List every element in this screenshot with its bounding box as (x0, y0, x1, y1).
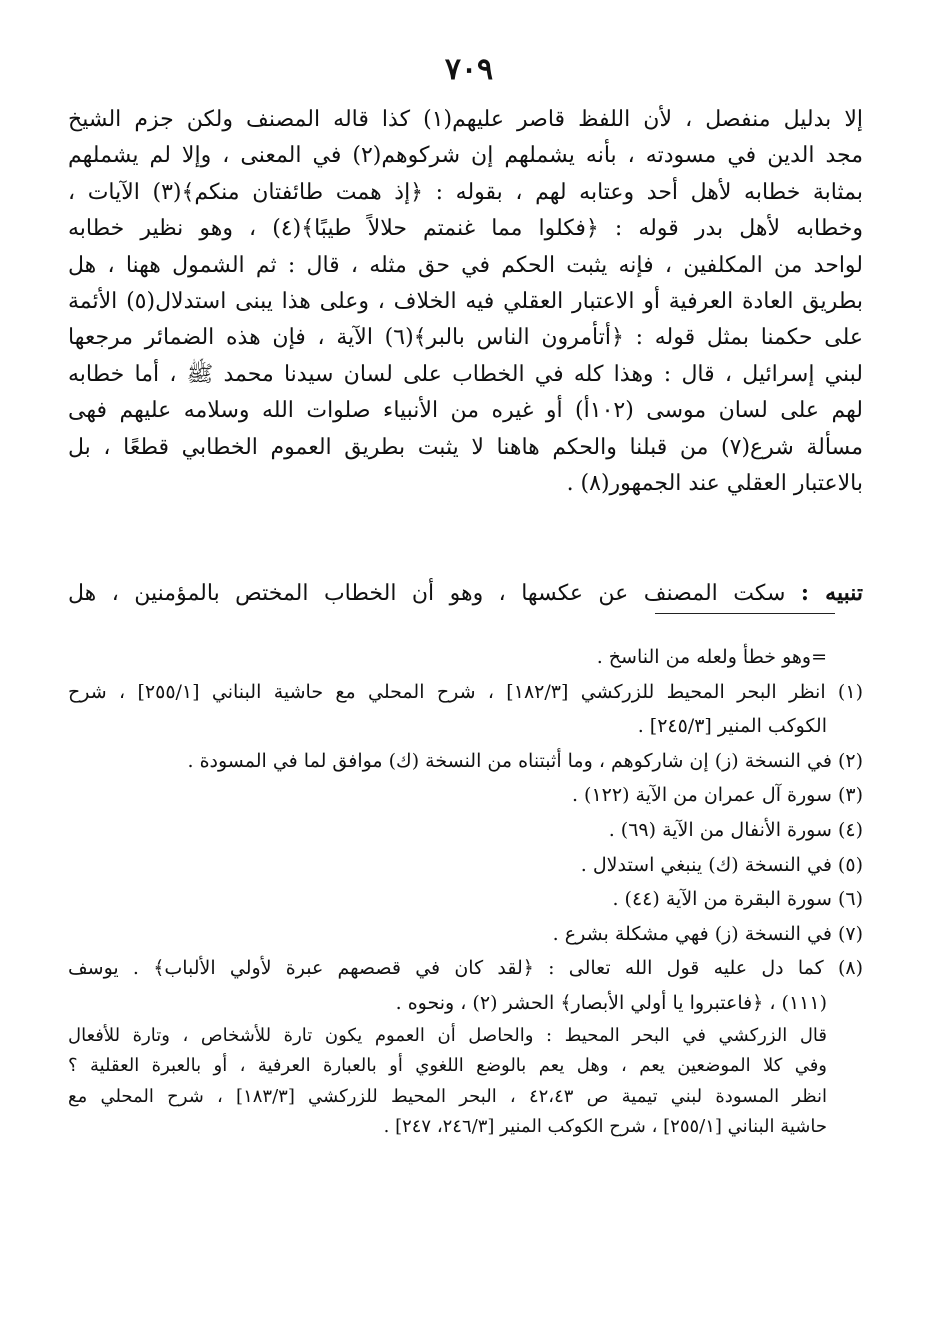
text-line: لبني إسرائيل ، قال : وهذا كله في الخطاب على لسان سيدنا محمد ﷺ ، أما خطابه (68, 361, 863, 387)
text-line: بالاعتبار العقلي عند الجمهور(٨) . (566, 470, 863, 496)
footnote-1: (١) انظر البحر المحيط للزركشي [١٨٢/٣] ، شرح المحلي مع حاشية البناني [٢٥٥/١] ، شرح (68, 680, 863, 703)
text-line: مسألة شرع(٧) من قبلنا والحكم هاهنا لا يثبت بطريق العموم الخطابي قطعًا ، بل (68, 434, 863, 460)
footnote-8-cont: (١١١) ، ﴿فاعتبروا يا أولي الأبصار﴾ الحشر (٢) ، ونحوه . (395, 991, 827, 1014)
footnote-7: (٧) في النسخة (ز) فهي مشكلة بشرع . (552, 922, 863, 945)
text-line: بمثابة خطابه لأهل أحد وعتابه لهم ، بقوله : ﴿إذ همت طائفتان منكم﴾(٣) الآيات ، (68, 179, 863, 205)
footnote-4: (٤) سورة الأنفال من الآية (٦٩) . (608, 818, 863, 841)
text-line: لواحد من المكلفين ، فإنه يثبت الحكم في حق مثله ، قال : ثم الشمول ههنا ، هل (68, 252, 863, 278)
text-line: إلا بدليل منفصل ، لأن اللفظ قاصر عليهم(١) كذا قاله المصنف ولكن جزم الشيخ (68, 107, 863, 132)
footnote-8-note: حاشية البناني [٢٥٥/١] ، شرح الكوكب المنير [٢٤٦/٣، ٢٤٧] . (383, 1116, 827, 1138)
footnote-8: (٨) كما دل عليه قول الله تعالى : ﴿لقد كان في قصصهم عبرة لأولي الألباب﴾ . يوسف (68, 957, 863, 980)
text-line: على حكمنا بمثل قوله : ﴿أتأمرون الناس بالبر﴾(٦) الآية ، فإن هذه الضمائر مرجعها (68, 325, 863, 351)
footnotes (68, 640, 863, 1143)
footnote-8-note: انظر المسودة لبني تيمية ص ٤٢،٤٣ ، البحر المحيط للزركشي [١٨٣/٣] ، شرح المحلي مع (68, 1085, 827, 1107)
footnote-separator (655, 613, 835, 614)
tanbih-label: تنبيه : (800, 580, 863, 606)
tanbih-text: سكت المصنف عن عكسها ، وهو أن الخطاب المختص بالمؤمنين ، هل (68, 581, 786, 606)
text-line: مجد الدين في مسودته ، بأنه يشملهم إن شركوهم(٢) في المعنى ، وإلا لم يشملهم (68, 143, 863, 169)
footnote-5: (٥) في النسخة (ك) ينبغي استدلال . (580, 853, 863, 876)
footnote-1-cont: الكوكب المنير [٢٤٥/٣] . (637, 715, 827, 738)
page-number: ٧٠٩ (444, 52, 494, 87)
footnote-2: (٢) في النسخة (ز) إن شاركوهم ، وما أثبتناه من النسخة (ك) موافق لما في المسودة . (187, 749, 863, 772)
main-text (68, 102, 863, 502)
tanbih-line (68, 573, 863, 613)
text-line: بطريق العادة العرفية أو الاعتبار العقلي فيه الخلاف ، وعلى هذا يبنى استدلال(٥) الأئمة (68, 288, 863, 314)
footnote-3: (٣) سورة آل عمران من الآية (١٢٢) . (571, 784, 863, 807)
footnote-8-note: قال الزركشي في البحر المحيط : والحاصل أن العموم يكون تارة للأشخاص ، وتارة للأفعال (68, 1024, 827, 1046)
footnote-continuation: =وهو خطأ ولعله من الناسخ . (596, 646, 827, 668)
footnote-6: (٦) سورة البقرة من الآية (٤٤) . (612, 888, 863, 911)
text-line: وخطابه لأهل بدر قوله : ﴿فكلوا مما غنمتم حلالاً طيبًا﴾(٤) ، وهو نظير خطابه (68, 216, 863, 242)
text-line: لهم على لسان موسى (١٠٢أ) أو غيره من الأنبياء صلوات الله وسلامه عليهم فهى (68, 398, 863, 424)
footnote-8-note: وفي كلا الموضعين يعم ، وهل يعم بالوضع اللغوي أو بالعبارة العرفية ، أو بالعبرة العقلية ؟ (68, 1055, 827, 1077)
